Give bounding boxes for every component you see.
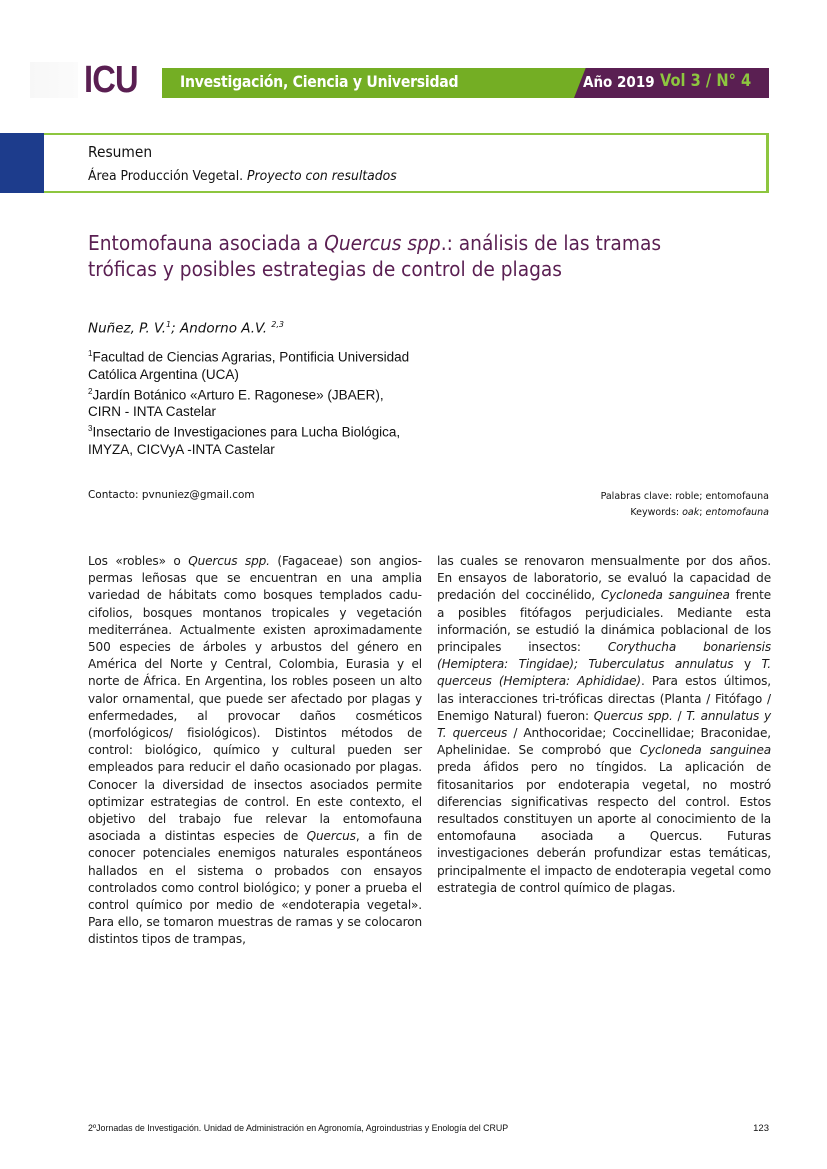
keyword: oak [682,507,700,518]
section-box [44,133,769,193]
affiliation-number: 2 [88,386,93,396]
abstract-text: (Fagaceae) son angiospermas leñosas que se encuentran en una amplia variedad de hábitats como bosques templados caducifolios, bosques montanos tropicales y vegetación mediterránea. Actualmente existen aproximadamente 500 especies de árboles y arbustos del género en América del Norte y Central, Colombia, Eurasia y el norte de África. En Argentina, los robles poseen un alto valor ornamental, que puede ser afectado por plagas y enfermedades, al provocar daños cosméticos (morfológicos/ fisiológicos). Distintos métodos de control: biológico, químico y cultural pueden ser empleados para reducir el daño ocasionado por plagas. Conocer la diversidad de insectos asociados permite optimizar estrategias de control. En este contexto, el objetivo del trabajo fue relevar la entomofauna asociada a distintas especies de [88,554,422,844]
logo-watermark [30,62,78,98]
abstract-text-italic: Cycloneda sanguinea [639,743,771,758]
affiliation-text: Insectario de Investigaciones para Lucha Biológica, IMYZA, CICVyA -INTA Castelar [88,424,401,457]
author-1-affil: 1 [166,320,172,329]
abstract-text-italic: Quercus [306,829,356,844]
authors-line [88,320,284,337]
title-text: Entomofauna asociada a [88,231,325,255]
affiliation [88,420,418,458]
abstract-text-italic: T. querceus (Hemiptera: Aphididae) [437,657,771,689]
section-subtitle [88,168,397,184]
issue-year: Año 2019 [583,73,655,91]
keyword-separator: ; [699,507,706,518]
journal-logo: ICU [84,59,138,101]
contact-email: Contacto: pvnuniez@gmail.com [88,488,255,501]
section-area: Área Producción Vegetal. [88,168,244,184]
abstract-column-right [437,553,771,897]
abstract-text: / [672,708,687,723]
issue-volume: Vol 3 / N° 4 [660,71,752,91]
keyword: entomofauna [705,507,769,518]
affiliation [88,383,418,421]
section-title: Resumen [88,143,153,161]
author-separator: ; [171,320,180,337]
abstract-text-italic: Cycloneda sanguinea [600,588,730,603]
title-italic: Quercus spp [324,231,441,255]
keywords-spanish: Palabras clave: roble; entomofauna [600,491,769,502]
abstract-text-italic: Quercus spp. [188,554,270,568]
author-2: Andorno A.V. [179,320,272,337]
author-2-affil: 2,3 [271,320,285,329]
affiliations [88,345,418,458]
journal-title: Investigación, Ciencia y Universidad [180,72,459,91]
abstract-text: / Anthocoridae; Coccinellidae; Braconidae, Aphelinidae. Se comprobó que [437,726,771,758]
affiliation-text: Facultad de Ciencias Agrarias, Pontificia Universidad Católica Argentina (UCA) [88,349,410,382]
abstract-text: y [733,657,762,672]
abstract-text: frente a posibles fitófagos perjudiciales. Mediante esta información, se estudió la dinámica poblacional de los principales insectos: [437,588,772,655]
section-accent-block [0,133,44,193]
journal-banner [162,68,769,98]
affiliation-number: 1 [88,349,93,358]
keywords-label: Keywords: [630,507,683,518]
abstract-column-left [88,553,422,949]
abstract-text-italic: T. annulatus y T. querceus [437,708,771,741]
title-text-rest: .: análisis de las tramas tróficas y posibles estrategias de control de plagas [88,231,662,281]
keywords-english [630,507,769,518]
affiliation-number: 3 [88,424,93,433]
article-title [88,230,720,282]
affiliation [88,345,418,383]
abstract-text-italic: Corythucha bonariensis (Hemiptera: Tingidae); Tuberculatus annulatus [437,640,771,672]
author-1: Nuñez, P. V. [88,320,167,337]
abstract-text: las cuales se renovaron mensualmente por dos años. En ensayos de laboratorio, se evaluó la capacidad de predación del coccinélido, [437,554,771,603]
affiliation-text: Jardín Botánico «Arturo E. Ragonese» (JBAER), CIRN - INTA Castelar [88,387,384,419]
abstract-text: Los «robles» o [88,554,189,568]
abstract-text: , a fin de conocer potenciales enemigos naturales espontáneos hallados en el sistema o probados con ensayos controlados como control biológico; y poner a prueba el control químico por medio de «endoterapia vegetal». Para ello, se tomaron muestras de ramas y se colocaron distintos tipos de trampas, [88,829,422,947]
section-type: Proyecto con resultados [247,168,397,184]
page-number: 123 [753,1123,769,1134]
abstract-text: preda áfidos pero no tíngidos. La aplicación de fitosanitarios por endoterapia vegetal, no mostró diferencias significativas respecto del control. Estos resultados constituyen un aporte al conocimiento de la entomofauna asociada a Quercus. Futuras investigaciones deberán profundizar estas temáticas, principalmente el impacto de endoterapia vegetal como estrategia de control químico de plagas. [437,760,771,895]
footer-conference: 2ºJornadas de Investigación. Unidad de Administración en Agronomía, Agroindustrias y Enología del CRUP [88,1123,509,1134]
abstract-text: . Para estos últimos, las interacciones tri-tróficas directas (Planta / Fitófago / Enemigo Natural) fueron: [437,674,772,723]
abstract-text-italic: Quercus spp. [593,708,673,723]
